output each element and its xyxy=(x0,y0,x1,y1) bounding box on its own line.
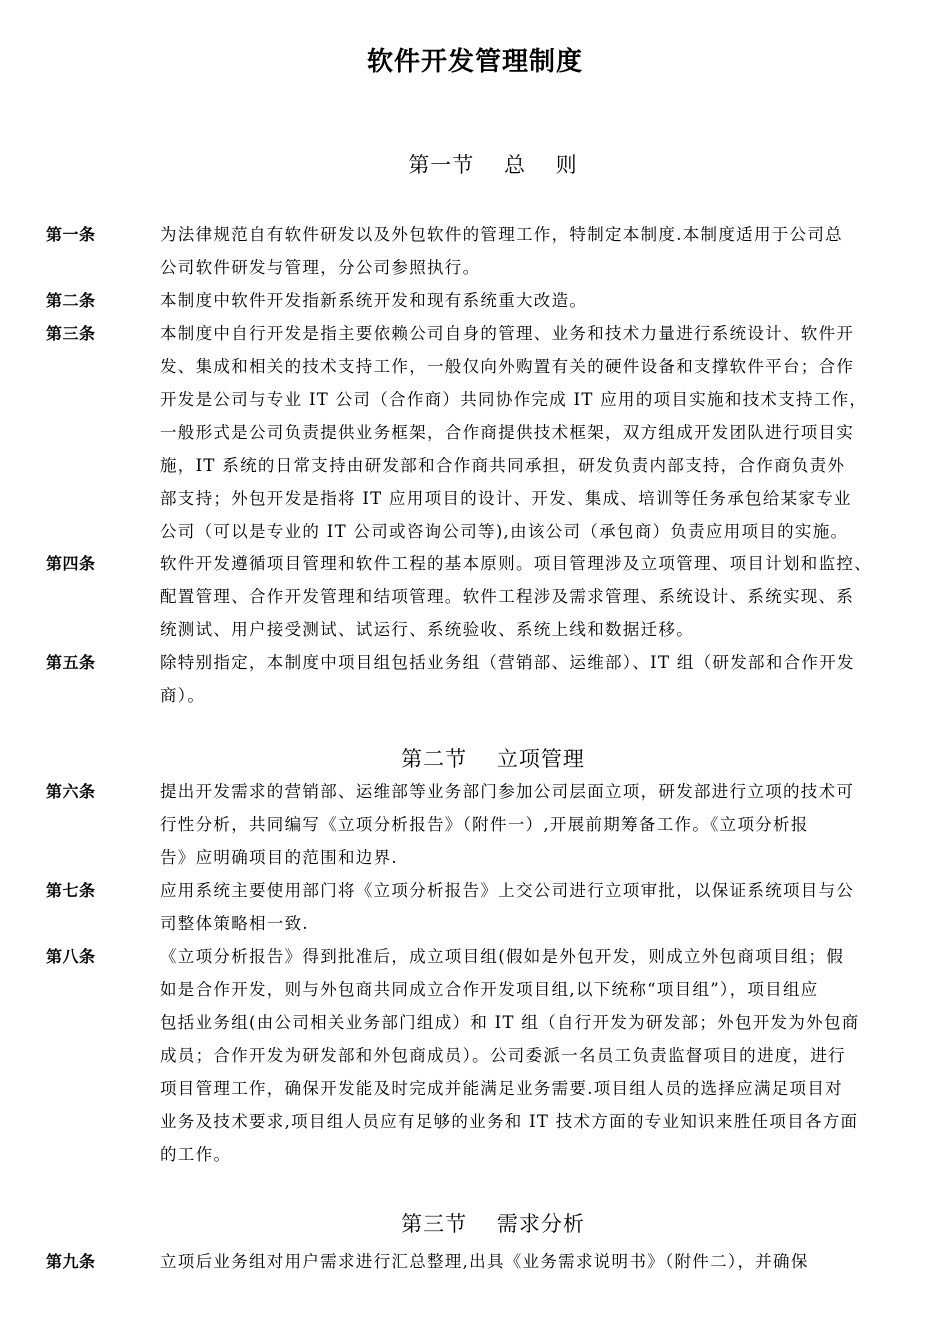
article-text-line: 软件开发遵循项目管理和软件工程的基本原则。项目管理涉及立项管理、项目计划和监控、 xyxy=(160,554,872,573)
article-text-line: 本制度中自行开发是指主要依赖公司自身的管理、业务和技术力量进行系统设计、软件开 xyxy=(160,324,855,343)
article-text-line: 部支持；外包开发是指将 IT 应用项目的设计、开发、集成、培训等任务承包给某家专业 xyxy=(160,489,852,508)
article-label: 第九条 xyxy=(46,1252,96,1271)
article-text-line: 告》应明确项目的范围和边界. xyxy=(160,848,398,867)
article-label: 第一条 xyxy=(46,225,96,244)
article-text xyxy=(160,547,912,646)
article-text-line: 开发是公司与专业 IT 公司（合作商）共同协作完成 IT 应用的项目实施和技术支持工作， xyxy=(160,390,868,409)
article-text xyxy=(160,646,912,712)
article-text-line: 一般形式是公司负责提供业务框架，合作商提供技术框架，双方组成开发团队进行项目实 xyxy=(160,423,855,442)
article-text-line: 发、集成和相关的技术支持工作，一般仅向外购置有关的硬件设备和支撑软件平台；合作 xyxy=(160,357,855,376)
article-text-line: 《立项分析报告》得到批准后，成立项目组(假如是外包开发，则成立外包商项目组；假 xyxy=(160,947,845,966)
article-text-line: 商）。 xyxy=(160,686,206,705)
article-text-line: 项目管理工作，确保开发能及时完成并能满足业务需要.项目组人员的选择应满足项目对 xyxy=(160,1079,843,1098)
article-label: 第二条 xyxy=(46,291,96,310)
article-text xyxy=(160,940,912,1171)
article-text xyxy=(160,874,912,940)
article-text-line: 统测试、用户接受测试、试运行、系统验收、系统上线和数据迁移。 xyxy=(160,620,694,639)
article-text-line: 本制度中软件开发指新系统开发和现有系统重大改造。 xyxy=(160,291,588,310)
article-text-line: 业务及技术要求,项目组人员应有足够的业务和 IT 技术方面的专业知识来胜任项目各方面 xyxy=(160,1112,859,1131)
article-text-line: 施，IT 系统的日常支持由研发部和合作商共同承担，研发负责内部支持，合作商负责外 xyxy=(160,456,846,475)
article-label: 第五条 xyxy=(46,653,96,672)
article-text-line: 公司软件研发与管理，分公司参照执行。 xyxy=(160,258,481,277)
article-text-line: 提出开发需求的营销部、运维部等业务部门参加公司层面立项，研发部进行立项的技术可 xyxy=(160,782,855,801)
article-text-line: 应用系统主要使用部门将《立项分析报告》上交公司进行立项审批，以保证系统项目与公 xyxy=(160,881,855,900)
article-text xyxy=(160,317,912,548)
article-label: 第六条 xyxy=(46,782,96,801)
article-label: 第四条 xyxy=(46,554,96,573)
document-title: 软件开发管理制度 xyxy=(366,47,583,77)
article-label: 第八条 xyxy=(46,947,96,966)
article-text-line: 的工作。 xyxy=(160,1145,232,1164)
article-text xyxy=(160,218,912,284)
article-label: 第三条 xyxy=(46,324,96,343)
article-text-line: 成员；合作开发为研发部和外包商成员）。公司委派一名员工负责监督项目的进度，进行 xyxy=(160,1046,846,1065)
article-text xyxy=(160,1245,912,1278)
article-text xyxy=(160,284,912,317)
article-text-line: 包括业务组(由公司相关业务部门组成）和 IT 组（自行开发为研发部；外包开发为外包商 xyxy=(160,1013,860,1032)
article-label: 第七条 xyxy=(46,881,96,900)
article-text-line: 除特别指定，本制度中项目组包括业务组（营销部、运维部）、IT 组（研发部和合作开发 xyxy=(160,653,855,672)
article-text-line: 如是合作开发，则与外包商共同成立合作开发项目组,以下统称“项目组”），项目组应 xyxy=(160,980,819,999)
article-text-line: 立项后业务组对用户需求进行汇总整理,出具《业务需求说明书》（附件二），并确保 xyxy=(160,1252,809,1271)
article-text-line: 行性分析，共同编写《立项分析报告》（附件一）,开展前期筹备工作。《立项分析报 xyxy=(160,815,809,834)
section-project-initiation-heading: 第二节 立项管理 xyxy=(401,747,585,771)
article-text-line: 为法律规范自有软件研发以及外包软件的管理工作，特制定本制度.本制度适用于公司总 xyxy=(160,225,843,244)
article-text-line: 公司（可以是专业的 IT 公司或咨询公司等),由该公司（承包商）负责应用项目的实施。 xyxy=(160,522,849,541)
article-text-line: 配置管理、合作开发管理和结项管理。软件工程涉及需求管理、系统设计、系统实现、系 xyxy=(160,587,855,606)
section-requirements-analysis-heading: 第三节 需求分析 xyxy=(401,1212,585,1236)
article-text xyxy=(160,775,912,874)
article-text-line: 司整体策略相一致. xyxy=(160,914,309,933)
section-general-heading: 第一节 总 则 xyxy=(408,153,578,177)
